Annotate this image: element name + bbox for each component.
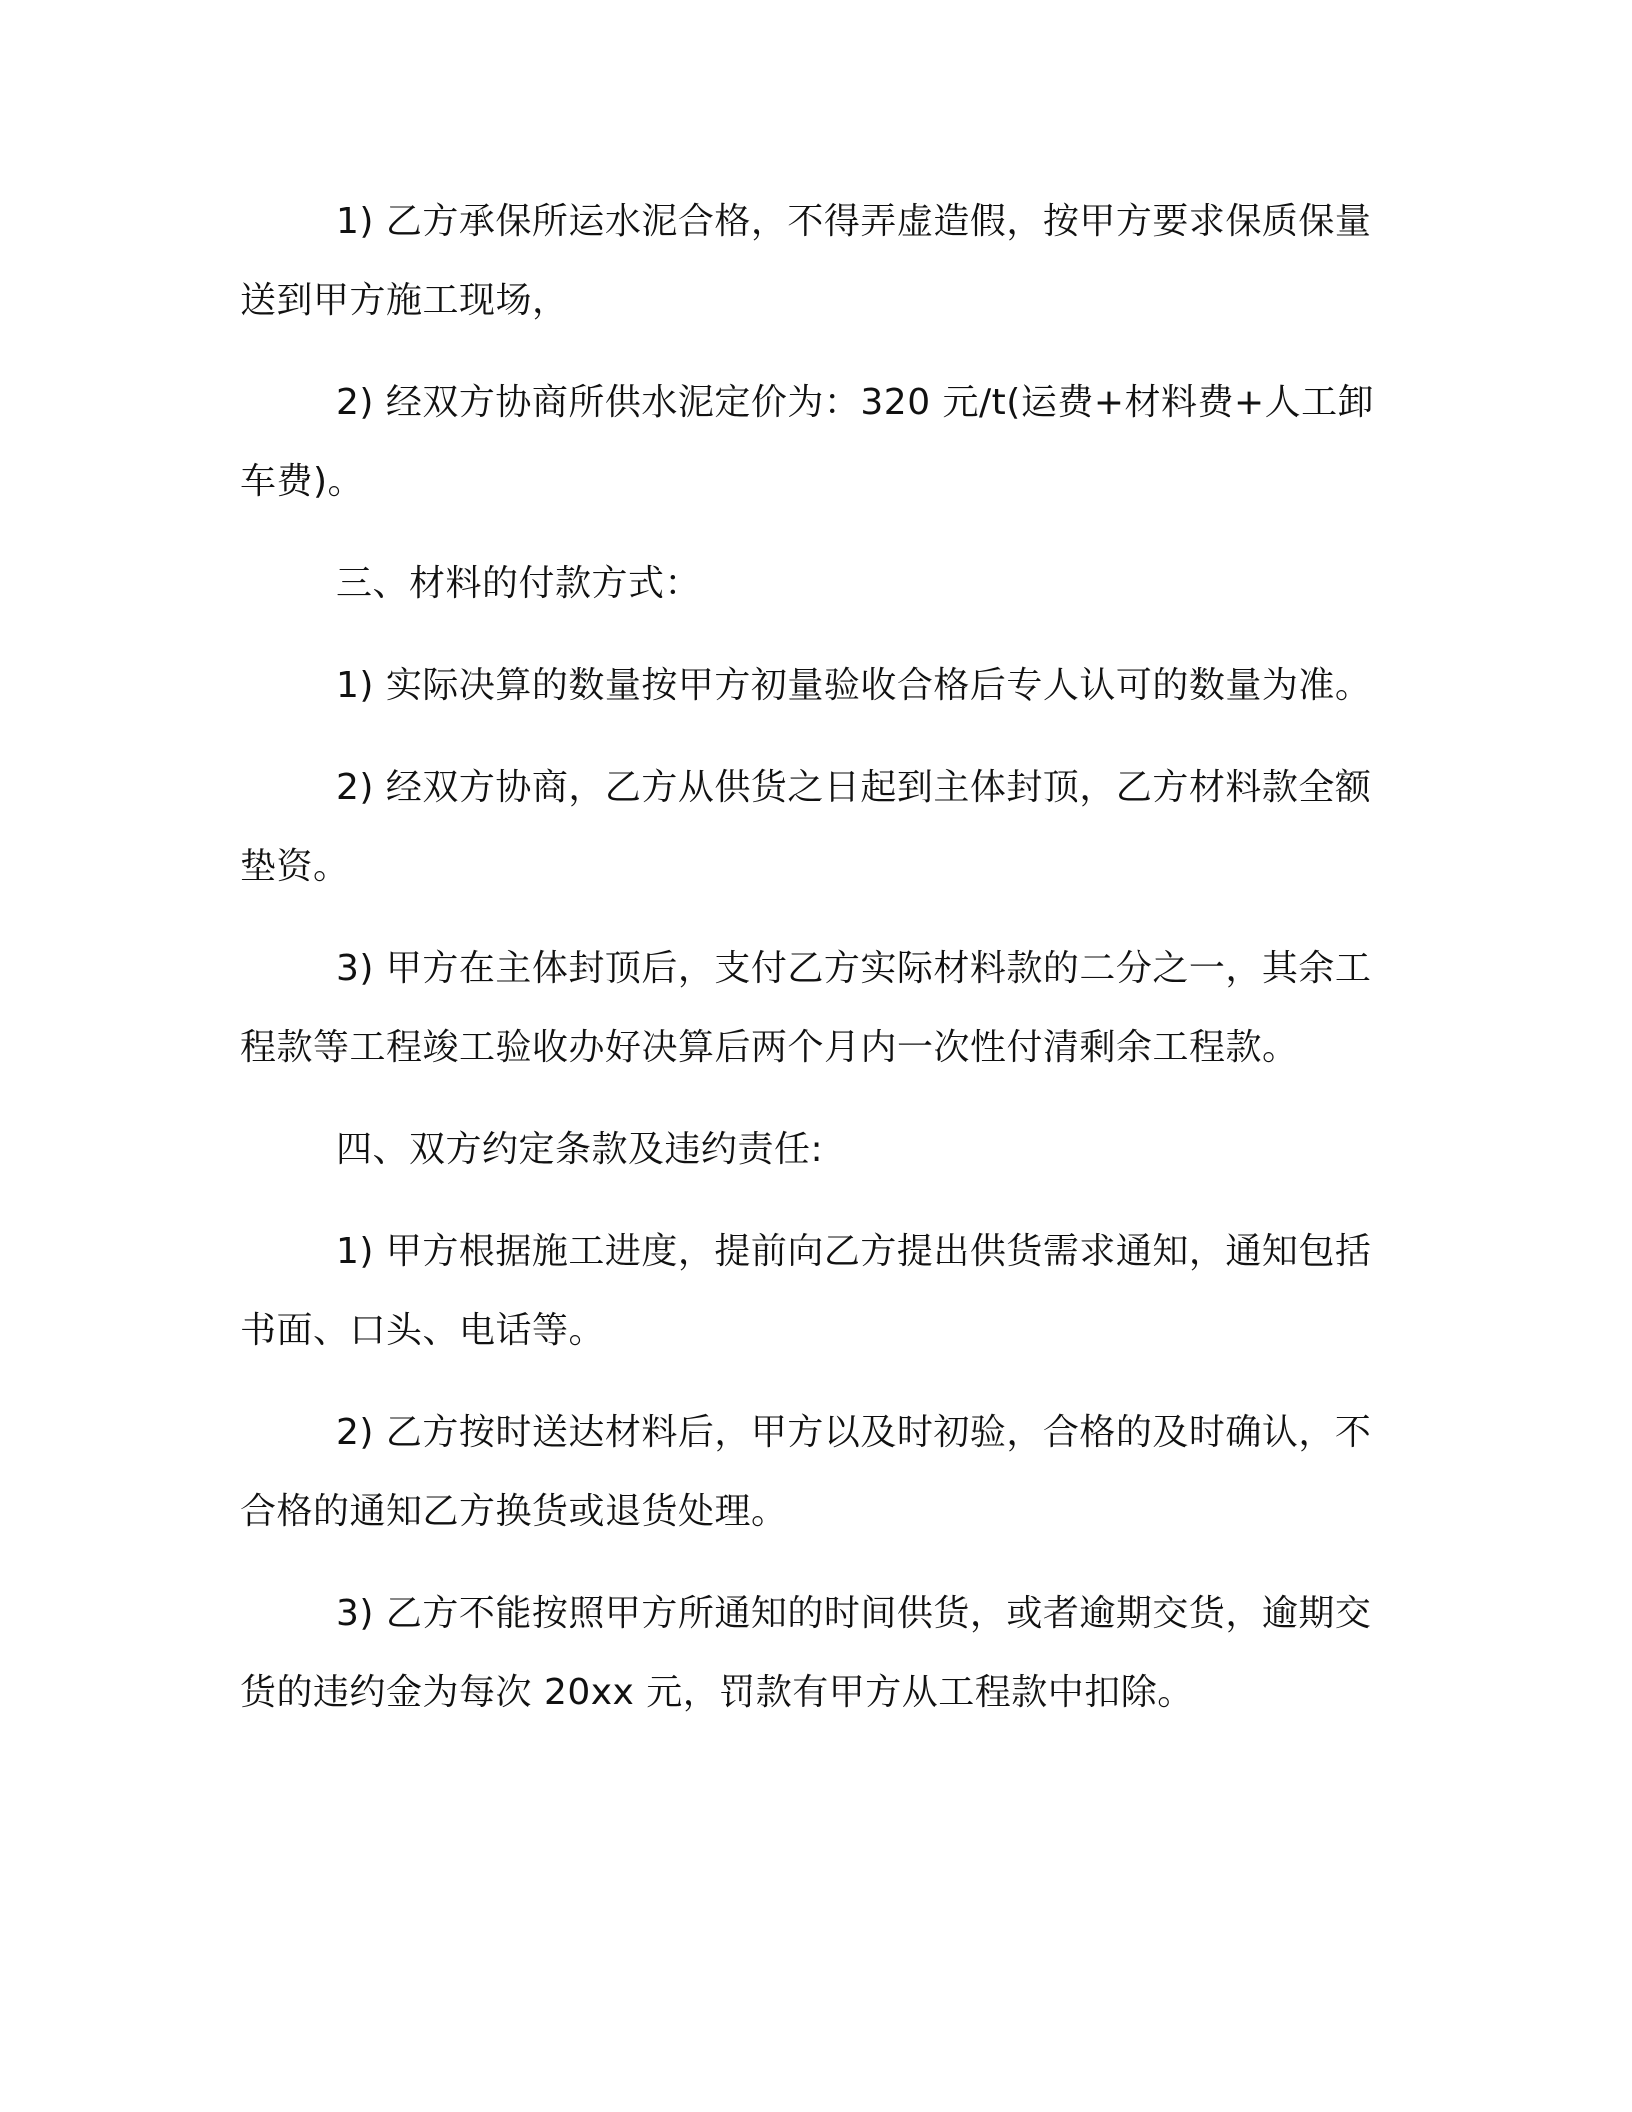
paragraph-settlement-quantity: 1) 实际决算的数量按甲方初量验收合格后专人认可的数量为准。 — [336, 665, 1372, 706]
paragraph-inspection: 2) 乙方按时送达材料后，甲方以及时初验，合格的及时确认，不合格的通知乙方换货或退货处理。 — [240, 1412, 1372, 1532]
section-heading-payment: 三、材料的付款方式： — [336, 563, 702, 604]
paragraph-payment-schedule: 3) 甲方在主体封顶后，支付乙方实际材料款的二分之一，其余工程款等工程竣工验收办好决算后两个月内一次性付清剩余工程款。 — [240, 948, 1372, 1068]
paragraph-supply-notice: 1) 甲方根据施工进度，提前向乙方提出供货需求通知，通知包括书面、口头、电话等。 — [240, 1231, 1372, 1351]
paragraph-cement-price: 2) 经双方协商所供水泥定价为：320 元/t(运费+材料费+人工卸车费)。 — [240, 382, 1375, 502]
section-heading-terms: 四、双方约定条款及违约责任: — [336, 1129, 824, 1170]
paragraph-advance-funding: 2) 经双方协商，乙方从供货之日起到主体封顶，乙方材料款全额垫资。 — [240, 767, 1372, 887]
paragraph-cement-quality: 1) 乙方承保所运水泥合格，不得弄虚造假，按甲方要求保质保量送到甲方施工现场， — [240, 201, 1372, 321]
document-body — [240, 182, 1386, 1755]
paragraph-late-penalty: 3) 乙方不能按照甲方所通知的时间供货，或者逾期交货，逾期交货的违约金为每次 20xx 元，罚款有甲方从工程款中扣除。 — [240, 1593, 1372, 1713]
